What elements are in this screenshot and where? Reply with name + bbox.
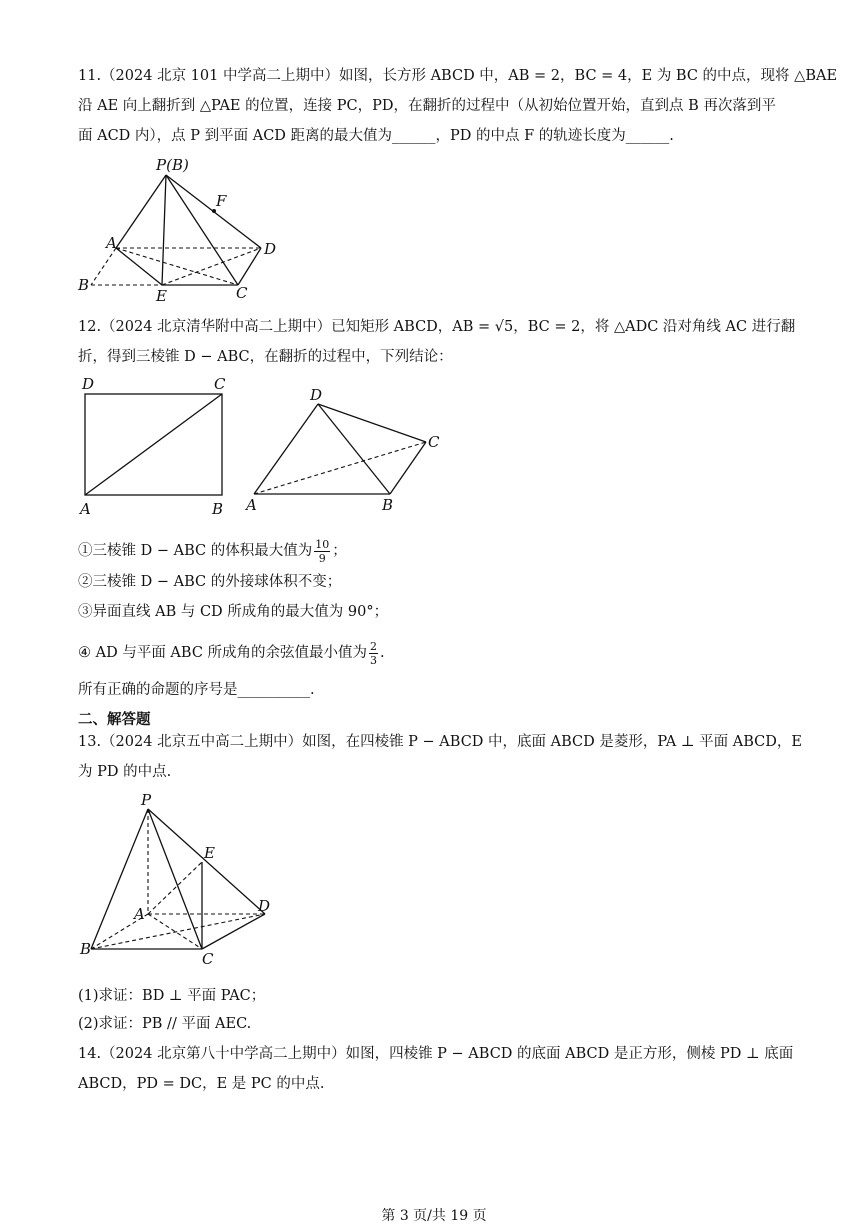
label-b: B xyxy=(80,940,92,958)
label-f: F xyxy=(216,192,227,210)
rect-label-d: D xyxy=(82,375,95,393)
label-c: C xyxy=(236,284,248,302)
q13-part-2: (2)求证：PB // 平面 AEC. xyxy=(78,1016,252,1032)
q13-figure xyxy=(78,792,278,972)
q11-figure xyxy=(78,152,288,305)
label-b: B xyxy=(78,276,90,294)
label-c: C xyxy=(202,950,214,968)
q14-line-2: ABCD，PD = DC，E 是 PC 的中点. xyxy=(78,1076,325,1092)
q13-line-2: 为 PD 的中点. xyxy=(78,764,172,780)
q12-option-3: ③异面直线 AB 与 CD 所成角的最大值为 90°； xyxy=(78,604,389,620)
tetra-label-d: D xyxy=(310,386,323,404)
q12-answer-line: 所有正确的命题的序号是__________. xyxy=(78,682,315,698)
label-a: A xyxy=(106,234,117,252)
label-d: D xyxy=(258,897,271,915)
fraction-10-9: $\frac{10}{9}$ xyxy=(315,537,330,565)
label-a: A xyxy=(134,905,145,923)
rect-label-a: A xyxy=(80,500,91,518)
section-heading: 二、解答题 xyxy=(78,711,151,728)
q11-line-3: 面 ACD 内），点 P 到平面 ACD 距离的最大值为______，PD 的中点 F 的轨迹长度为______. xyxy=(78,128,674,144)
q12-rectangle-figure xyxy=(76,374,236,519)
fraction-2-3: $\frac{2}{3}$ xyxy=(370,639,378,667)
label-p: P xyxy=(141,791,152,809)
q11-line-1: 11.（2024 北京 101 中学高二上期中）如图，长方形 ABCD 中，AB = 2，BC = 4，E 为 BC 的中点，现将 △BAE xyxy=(78,68,838,84)
rect-label-b: B xyxy=(212,500,224,518)
q14-line-1: 14.（2024 北京第八十中学高二上期中）如图，四棱锥 P − ABCD 的底面 ABCD 是正方形，侧棱 PD ⊥ 底面 xyxy=(78,1046,794,1062)
label-p: P(B) xyxy=(156,156,189,174)
q13-line-1: 13.（2024 北京五中高二上期中）如图，在四棱锥 P − ABCD 中，底面 ABCD 是菱形，PA ⊥ 平面 ABCD，E xyxy=(78,734,802,750)
q12-option-2: ②三棱锥 D − ABC 的外接球体积不变； xyxy=(78,574,342,590)
q12-option-1: ①三棱锥 D − ABC 的体积最大值为 $\frac{10}{9}$ ； xyxy=(78,537,347,565)
q11-line-2: 沿 AE 向上翻折到 △PAE 的位置，连接 PC，PD，在翻折的过程中（从初始位置开始，直到点 B 再次落到平 xyxy=(78,98,776,114)
q12-tetrahedron-figure xyxy=(240,382,450,517)
page-footer: 第 3 页/共 19 页 xyxy=(381,1208,487,1224)
label-d: D xyxy=(264,240,277,258)
tetra-label-b: B xyxy=(382,496,394,514)
rect-label-c: C xyxy=(214,375,226,393)
q12-option-4: ④ AD 与平面 ABC 所成角的余弦值最小值为 $\frac{2}{3}$ . xyxy=(78,639,385,667)
q12-line-1: 12.（2024 北京清华附中高二上期中）已知矩形 ABCD，AB = √5，BC = 2，将 △ADC 沿对角线 AC 进行翻 xyxy=(78,319,796,335)
q13-part-1: (1)求证：BD ⊥ 平面 PAC； xyxy=(78,988,266,1004)
label-e: E xyxy=(204,844,215,862)
tetra-label-c: C xyxy=(428,433,440,451)
label-e: E xyxy=(156,287,167,305)
tetra-label-a: A xyxy=(246,496,257,514)
q12-line-2: 折，得到三棱锥 D − ABC，在翻折的过程中，下列结论： xyxy=(78,349,453,365)
